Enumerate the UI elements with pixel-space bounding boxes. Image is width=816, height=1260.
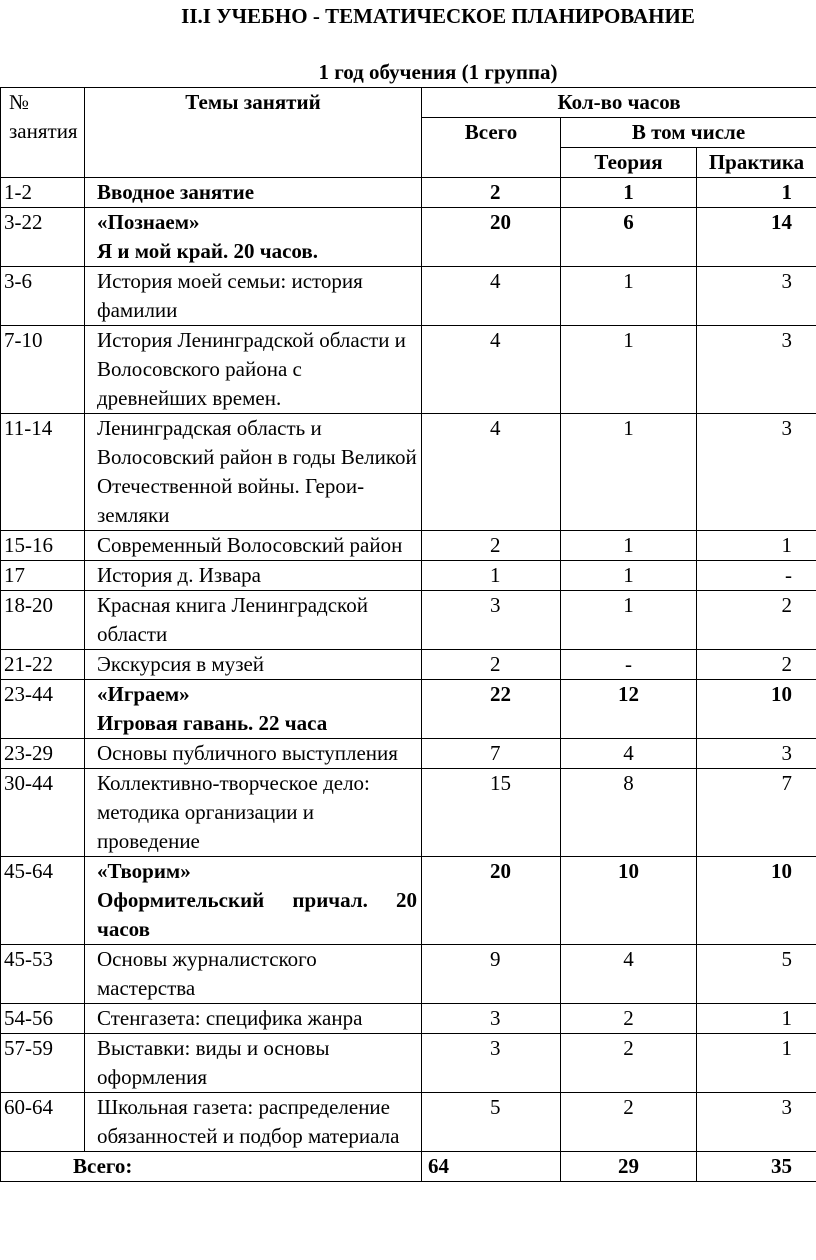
row-practice: 10	[697, 680, 816, 739]
row-theory: 1	[561, 414, 697, 531]
total-row	[1, 1152, 816, 1182]
row-topic-subtitle: Я и мой край. 20 часов.	[97, 239, 319, 263]
table-row	[1, 531, 816, 561]
table-row	[1, 178, 816, 208]
row-practice: 1	[697, 1034, 816, 1093]
row-topic	[85, 326, 422, 414]
row-topic-text: Выставки: виды и основы оформления	[97, 1036, 330, 1089]
total-practice: 35	[697, 1152, 816, 1182]
row-topic	[85, 739, 422, 769]
row-total: 9	[422, 945, 561, 1004]
header-num: № занятия	[1, 88, 85, 178]
row-topic-text: История д. Извара	[97, 563, 261, 587]
table-row	[1, 857, 816, 945]
header-topic: Темы занятий	[85, 88, 422, 178]
row-num: 45-53	[1, 945, 85, 1004]
total-hours: 64	[422, 1152, 561, 1182]
table-row	[1, 208, 816, 267]
row-topic-text: Коллективно-творческое дело: методика организации и проведение	[97, 771, 370, 853]
row-total: 15	[422, 769, 561, 857]
page-title: II.I УЧЕБНО - ТЕМАТИЧЕСКОЕ ПЛАНИРОВАНИЕ	[181, 4, 695, 28]
total-theory: 29	[561, 1152, 697, 1182]
row-topic	[85, 267, 422, 326]
row-total: 20	[422, 208, 561, 267]
row-num: 3-6	[1, 267, 85, 326]
row-topic-subtitle: Оформительский причал. 20 часов	[97, 888, 417, 941]
table-row	[1, 1034, 816, 1093]
row-num: 21-22	[1, 650, 85, 680]
row-topic-text: История моей семьи: история фамилии	[97, 269, 363, 322]
row-theory: 4	[561, 739, 697, 769]
row-topic	[85, 178, 422, 208]
row-topic	[85, 1004, 422, 1034]
row-theory: 2	[561, 1004, 697, 1034]
row-practice: 3	[697, 267, 816, 326]
header-theory: Теория	[561, 148, 697, 178]
table-row	[1, 591, 816, 650]
row-topic	[85, 769, 422, 857]
row-num: 60-64	[1, 1093, 85, 1152]
row-num: 45-64	[1, 857, 85, 945]
row-theory: 2	[561, 1034, 697, 1093]
header-total: Всего	[422, 118, 561, 178]
row-practice: 10	[697, 857, 816, 945]
page-subtitle: 1 год обучения (1 группа)	[318, 60, 558, 84]
row-theory: 8	[561, 769, 697, 857]
header-practice: Практика	[697, 148, 816, 178]
row-total: 3	[422, 1004, 561, 1034]
row-num: 11-14	[1, 414, 85, 531]
row-topic	[85, 561, 422, 591]
row-total: 20	[422, 857, 561, 945]
row-topic-text: Ленинградская область и Волосовский район в годы Великой Отечественной войны. Герои-земляки	[97, 416, 417, 527]
row-total: 22	[422, 680, 561, 739]
row-practice: 3	[697, 326, 816, 414]
row-topic-text: «Играем»	[97, 682, 190, 706]
row-topic	[85, 650, 422, 680]
row-practice: 7	[697, 769, 816, 857]
row-total: 4	[422, 326, 561, 414]
row-theory: 1	[561, 531, 697, 561]
row-num: 30-44	[1, 769, 85, 857]
row-theory: 1	[561, 326, 697, 414]
header-hours: Кол-во часов	[422, 88, 816, 118]
row-theory: 6	[561, 208, 697, 267]
row-practice: 3	[697, 414, 816, 531]
row-topic-text: Основы журналистского мастерства	[97, 947, 317, 1000]
row-theory: 4	[561, 945, 697, 1004]
table-row	[1, 1093, 816, 1152]
row-practice: 1	[697, 531, 816, 561]
row-total: 1	[422, 561, 561, 591]
row-total: 3	[422, 1034, 561, 1093]
total-label: Всего:	[1, 1152, 422, 1182]
row-num: 23-29	[1, 739, 85, 769]
row-theory: 1	[561, 591, 697, 650]
row-practice: 3	[697, 739, 816, 769]
row-topic	[85, 591, 422, 650]
table-row	[1, 267, 816, 326]
row-topic-text: Школьная газета: распределение обязанностей и подбор материала	[97, 1095, 400, 1148]
row-topic-text: Стенгазета: специфика жанра	[97, 1006, 363, 1030]
row-num: 18-20	[1, 591, 85, 650]
row-topic-text: Красная книга Ленинградской области	[97, 593, 368, 646]
row-theory: 1	[561, 561, 697, 591]
header-including: В том числе	[561, 118, 816, 148]
row-theory: 12	[561, 680, 697, 739]
row-topic	[85, 1034, 422, 1093]
table-row	[1, 945, 816, 1004]
row-total: 5	[422, 1093, 561, 1152]
row-topic-text: «Творим»	[97, 859, 191, 883]
table-row	[1, 561, 816, 591]
row-topic-text: «Познаем»	[97, 210, 200, 234]
table-row	[1, 1004, 816, 1034]
row-num: 3-22	[1, 208, 85, 267]
row-topic-text: История Ленинградской области и Волосовского района с древнейших времен.	[97, 328, 406, 410]
row-num: 15-16	[1, 531, 85, 561]
row-topic-text: Вводное занятие	[97, 180, 255, 204]
table-row	[1, 680, 816, 739]
row-total: 7	[422, 739, 561, 769]
table-row	[1, 326, 816, 414]
table-row	[1, 769, 816, 857]
row-num: 23-44	[1, 680, 85, 739]
row-practice: 3	[697, 1093, 816, 1152]
row-topic-subtitle: Игровая гавань. 22 часа	[97, 711, 328, 735]
row-total: 2	[422, 650, 561, 680]
row-total: 2	[422, 531, 561, 561]
row-practice: 1	[697, 1004, 816, 1034]
row-num: 57-59	[1, 1034, 85, 1093]
row-total: 4	[422, 267, 561, 326]
row-topic	[85, 857, 422, 945]
row-theory: 1	[561, 267, 697, 326]
row-total: 4	[422, 414, 561, 531]
row-num: 1-2	[1, 178, 85, 208]
table-row	[1, 739, 816, 769]
row-topic-text: Экскурсия в музей	[97, 652, 265, 676]
row-num: 7-10	[1, 326, 85, 414]
row-practice: 14	[697, 208, 816, 267]
row-topic	[85, 945, 422, 1004]
row-topic	[85, 414, 422, 531]
row-practice: 1	[697, 178, 816, 208]
row-topic	[85, 680, 422, 739]
table-row	[1, 650, 816, 680]
row-practice: -	[697, 561, 816, 591]
row-topic	[85, 531, 422, 561]
row-theory: 1	[561, 178, 697, 208]
row-num: 17	[1, 561, 85, 591]
row-practice: 2	[697, 650, 816, 680]
row-topic-text: Современный Волосовский район	[97, 533, 403, 557]
row-topic	[85, 1093, 422, 1152]
row-theory: -	[561, 650, 697, 680]
row-num: 54-56	[1, 1004, 85, 1034]
row-topic-text: Основы публичного выступления	[97, 741, 398, 765]
row-total: 2	[422, 178, 561, 208]
row-practice: 5	[697, 945, 816, 1004]
row-topic	[85, 208, 422, 267]
row-total: 3	[422, 591, 561, 650]
table-row	[1, 414, 816, 531]
row-practice: 2	[697, 591, 816, 650]
planning-table	[0, 87, 816, 1182]
row-theory: 2	[561, 1093, 697, 1152]
row-theory: 10	[561, 857, 697, 945]
